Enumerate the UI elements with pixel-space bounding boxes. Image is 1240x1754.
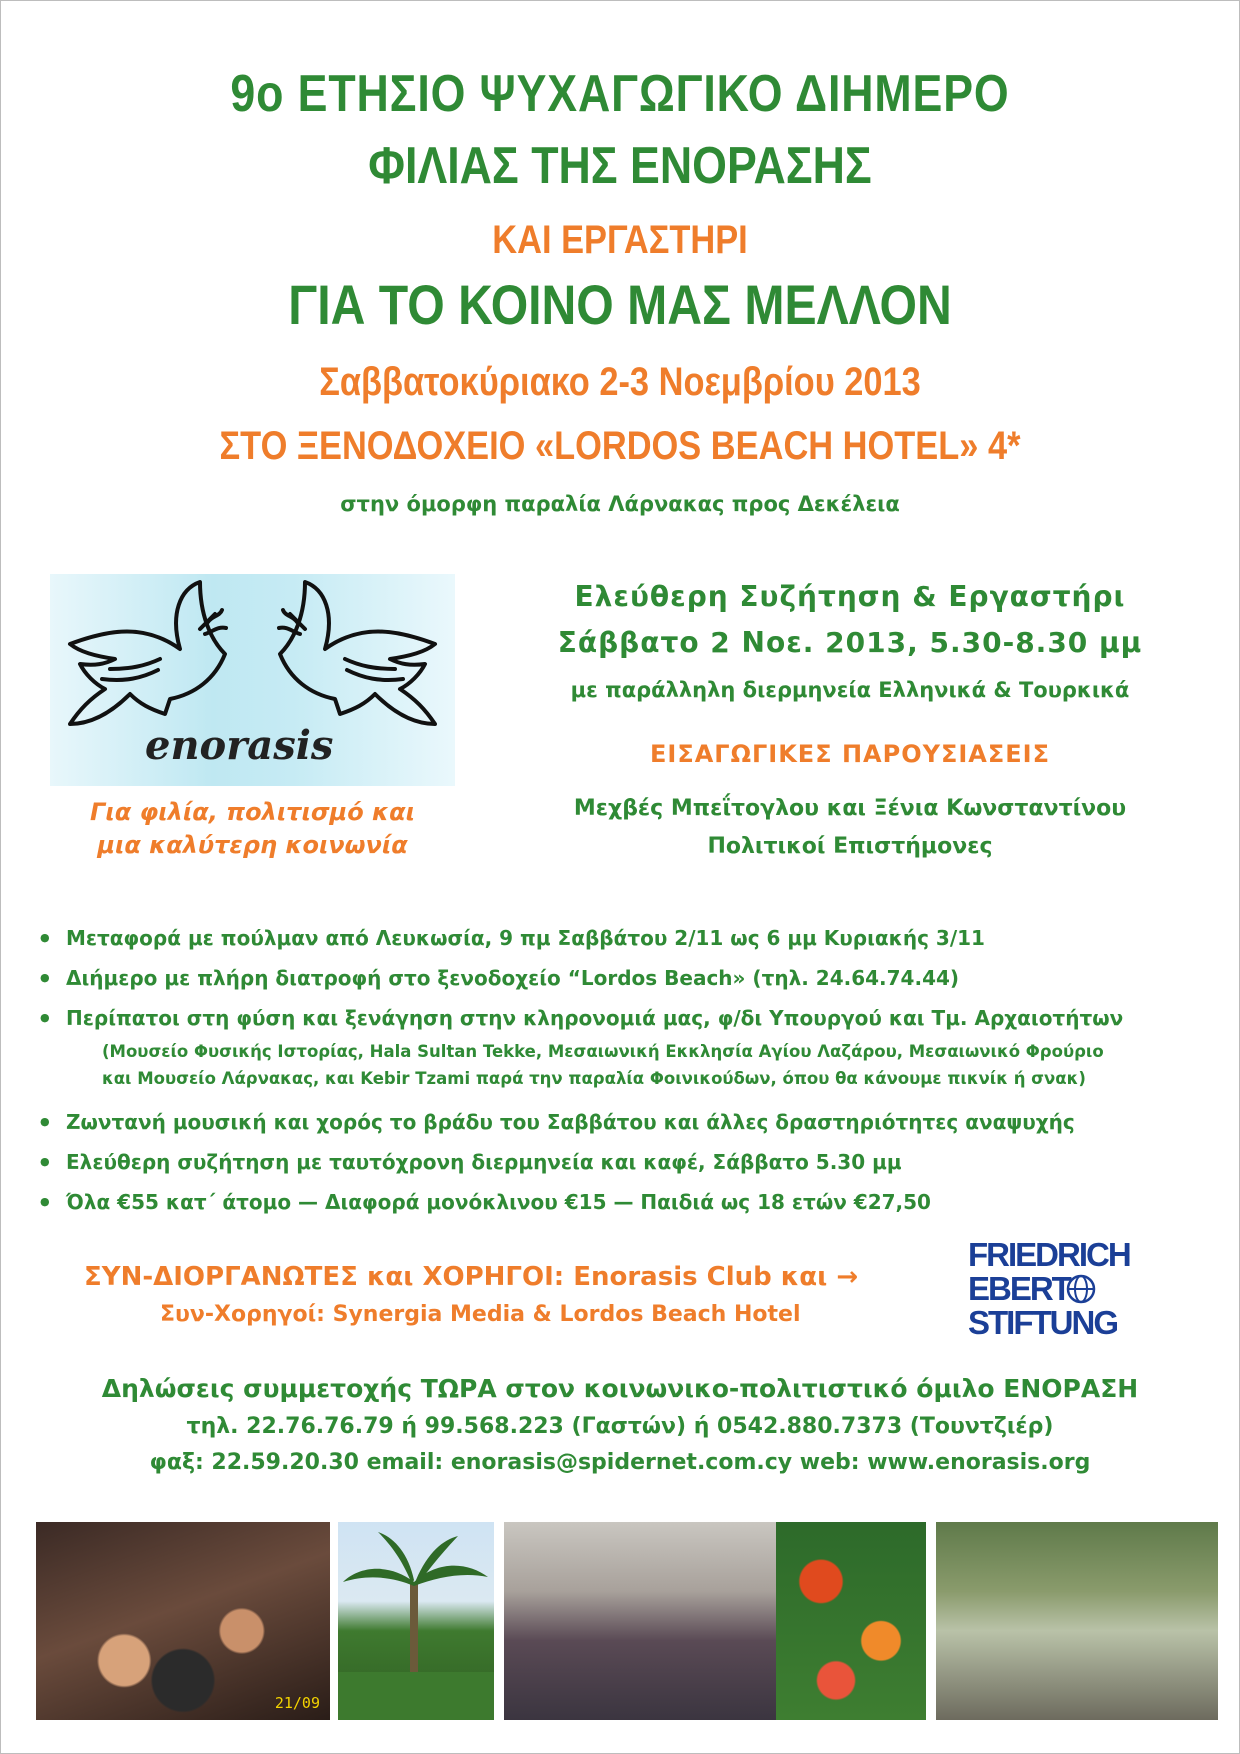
- fes-logo-line-1: FRIEDRICH: [968, 1236, 1130, 1273]
- workshop-title: Ελεύθερη Συζήτηση & Εργαστήρι: [574, 580, 1126, 613]
- event-venue: ΣΤΟ ΞΕΝΟΔΟΧΕΙΟ «LORDOS BEACH HOTEL» 4*: [219, 424, 1021, 468]
- fes-logo: [968, 1238, 1148, 1342]
- intro-heading: ΕΙΣΑΓΩΓΙΚΕΣ ΠΑΡΟΥΣΙΑΣΕΙΣ: [650, 740, 1050, 768]
- photo-flowers: [776, 1522, 926, 1720]
- photo-dancing: [36, 1522, 330, 1720]
- fes-logo-line-2: EBERT: [968, 1270, 1070, 1307]
- list-item: ● Ζωντανή μουσική και χορός το βράδυ του Σαββάτου και άλλες δραστηριότητες αναψυχής: [40, 1102, 1220, 1142]
- photo-group-waterfall: [936, 1522, 1218, 1720]
- logo-wordmark: enorasis: [145, 722, 334, 769]
- tagline-line-2: μια καλύτερη κοινωνία: [97, 831, 408, 859]
- photo-palm-beach: [338, 1522, 494, 1720]
- workshop-interpretation: με παράλληλη διερμηνεία Ελληνικά & Τουρκικά: [570, 678, 1130, 702]
- list-item: ● Περίπατοι στη φύση και ξενάγηση στην κληρονομιά μας, φ/δι Υπουργού και Τμ. Αρχαιοτήτων: [40, 998, 1220, 1038]
- organizers-line: ΣΥΝ-ΔΙΟΡΓΑΝΩΤΕΣ και ΧΟΡΗΓΟΙ: Enorasis Club και →: [84, 1262, 859, 1292]
- list-item-detail: (Μουσείο Φυσικής Ιστορίας, Hala Sultan Tekke, Μεσαιωνική Εκκλησία Αγίου Λαζάρου, Μεσαιωνικό Φρούριο: [102, 1042, 1104, 1061]
- contact-fax-email-web: φαξ: 22.59.20.30 email: enorasis@spidernet.com.cy web: www.enorasis.org: [149, 1450, 1091, 1475]
- program-list: [40, 918, 1220, 1222]
- globe-icon: [1066, 1274, 1096, 1304]
- palm-tree-icon: [338, 1522, 494, 1720]
- enorasis-logo: [50, 574, 455, 786]
- title-line-1: 9ο ΕΤΗΣΙΟ ΨΥΧΑΓΩΓΙΚΟ ΔΙΗΜΕΡΟ: [230, 65, 1010, 123]
- event-date: Σαββατοκύριακο 2-3 Νοεμβρίου 2013: [319, 360, 921, 404]
- speakers: Μεχβές Μπεΐτογλου και Ξένια Κωνσταντίνου: [573, 796, 1127, 821]
- photo-workshop-audience: [504, 1522, 778, 1720]
- tagline-line-1: Για φιλία, πολιτισμό και: [90, 798, 415, 826]
- list-item: ● Ελεύθερη συζήτηση με ταυτόχρονη διερμηνεία και καφέ, Σάββατο 5.30 μμ: [40, 1142, 1220, 1182]
- event-location: στην όμορφη παραλία Λάρνακας προς Δεκέλεια: [340, 492, 900, 516]
- list-item-detail: και Μουσείο Λάρνακας, και Kebir Tzami παρά την παραλία Φοινικούδων, όπου θα κάνουμε πικνίκ ή σνακ): [102, 1069, 1086, 1088]
- title-line-4: ΓΙΑ ΤΟ ΚΟΙΝΟ ΜΑΣ ΜΕΛΛΟΝ: [288, 273, 952, 336]
- contact-phones: τηλ. 22.76.76.79 ή 99.568.223 (Γαστών) ή 0542.880.7373 (Τουντζιέρ): [186, 1414, 1054, 1439]
- list-item: ● Όλα €55 κατ΄ άτομο — Διαφορά μονόκλινου €15 — Παιδιά ως 18 ετών €27,50: [40, 1182, 1220, 1222]
- fes-logo-line-3: STIFTUNG: [968, 1304, 1117, 1341]
- title-line-3: ΚΑΙ ΕΡΓΑΣΤΗΡΙ: [492, 218, 748, 262]
- co-sponsors-line: Συν-Χορηγοί: Synergia Media & Lordos Beach Hotel: [160, 1302, 801, 1327]
- workshop-when: Σάββατο 2 Νοε. 2013, 5.30-8.30 μμ: [557, 626, 1143, 659]
- registration-call: Δηλώσεις συμμετοχής ΤΩΡΑ στον κοινωνικο-πολιτιστικό όμιλο ΕΝΟΡΑΣΗ: [101, 1374, 1139, 1403]
- logo-tagline: [40, 796, 465, 862]
- list-item: ● Διήμερο με πλήρη διατροφή στο ξενοδοχείο “Lordos Beach» (τηλ. 24.64.74.44): [40, 958, 1220, 998]
- photo-date-stamp: 21/09: [274, 1694, 320, 1712]
- speakers-role: Πολιτικοί Επιστήμονες: [707, 834, 993, 859]
- list-item: ● Μεταφορά με πούλμαν από Λευκωσία, 9 πμ Σαββάτου 2/11 ως 6 μμ Κυριακής 3/11: [40, 918, 1220, 958]
- title-line-2: ΦΙΛΙΑΣ ΤΗΣ ΕΝΟΡΑΣΗΣ: [368, 137, 872, 195]
